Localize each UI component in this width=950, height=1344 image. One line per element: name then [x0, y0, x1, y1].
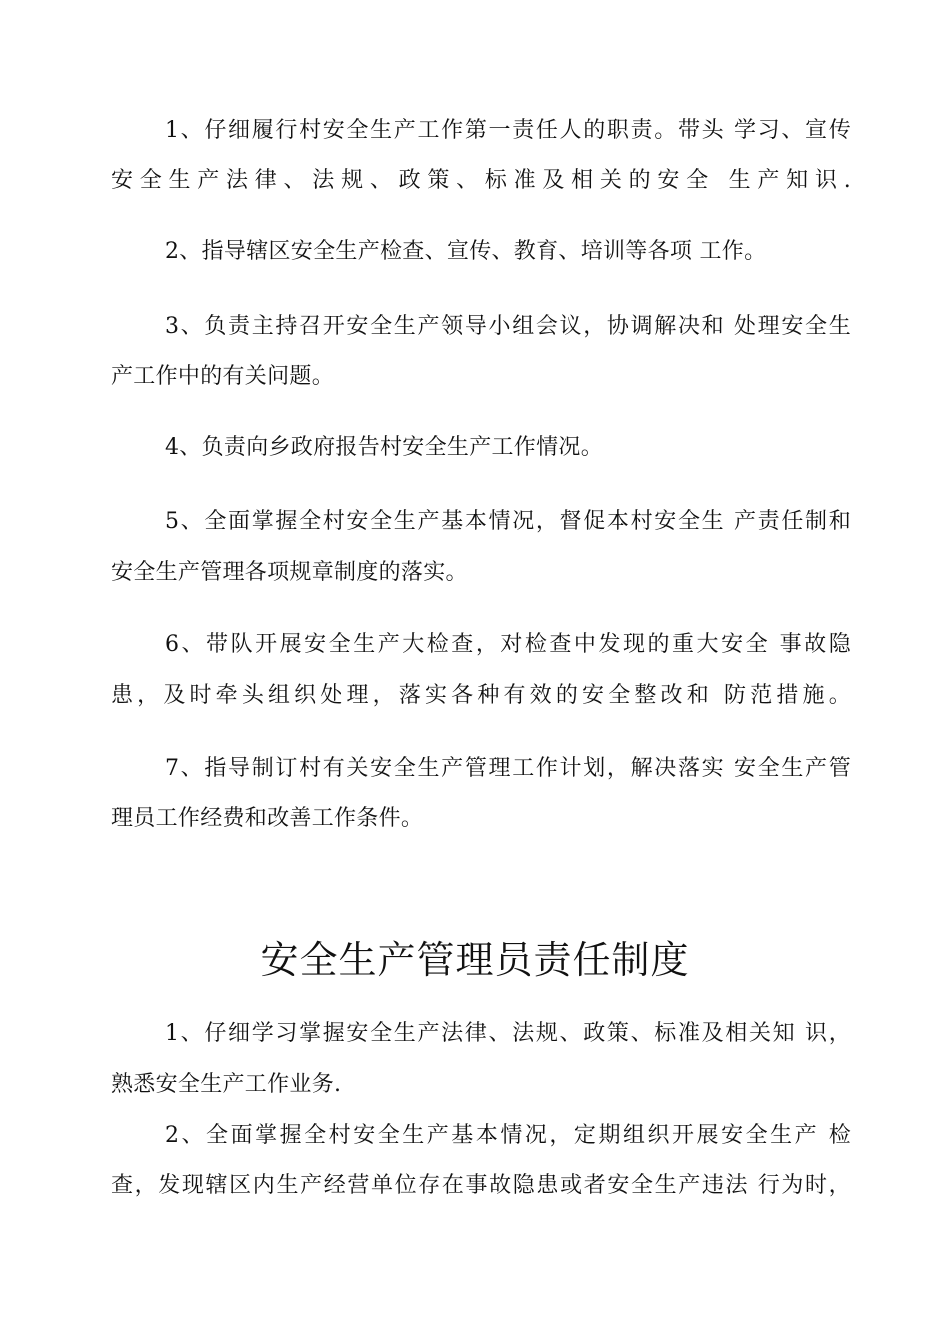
item-3-line-2: 产工作中的有关问题。 [111, 364, 335, 389]
s2-item-2-line-1: 2、全面掌握全村安全生产基本情况，定期组织开展安全生产 检 [165, 1123, 851, 1148]
item-5-line-1: 5、全面掌握全村安全生产基本情况，督促本村安全生 产责任制和 [165, 509, 851, 534]
item-6-line-2: 患，及时牵头组织处理，落实各种有效的安全整改和 防范措施。 [111, 683, 851, 708]
s2-item-2-line-2: 查，发现辖区内生产经营单位存在事故隐患或者安全生产违法 行为时， [111, 1173, 851, 1198]
item-5-line-2: 安全生产管理各项规章制度的落实。 [111, 560, 468, 585]
item-1-line-1: 1、仔细履行村安全生产工作第一责任人的职责。带头 学习、宣传 [165, 118, 851, 143]
item-7-line-1: 7、指导制订村有关安全生产管理工作计划，解决落实 安全生产管 [165, 756, 851, 781]
item-4-line-1: 4、负责向乡政府报告村安全生产工作情况。 [165, 435, 603, 460]
item-6-line-1: 6、带队开展安全生产大检查，对检查中发现的重大安全 事故隐 [165, 632, 851, 657]
item-2-line-1: 2、指导辖区安全生产检查、宣传、教育、培训等各项 工作。 [165, 239, 767, 264]
item-1-line-2: 安全生产法律、法规、政策、标准及相关的安全 生产知识. [111, 168, 851, 193]
section-title: 安全生产管理员责任制度 [260, 938, 690, 982]
s2-item-1-line-1: 1、仔细学习掌握安全生产法律、法规、政策、标准及相关知 识， [165, 1021, 851, 1046]
item-3-line-1: 3、负责主持召开安全生产领导小组会议，协调解决和 处理安全生 [165, 314, 851, 339]
item-7-line-2: 理员工作经费和改善工作条件。 [111, 806, 424, 831]
s2-item-1-line-2: 熟悉安全生产工作业务. [111, 1072, 342, 1097]
